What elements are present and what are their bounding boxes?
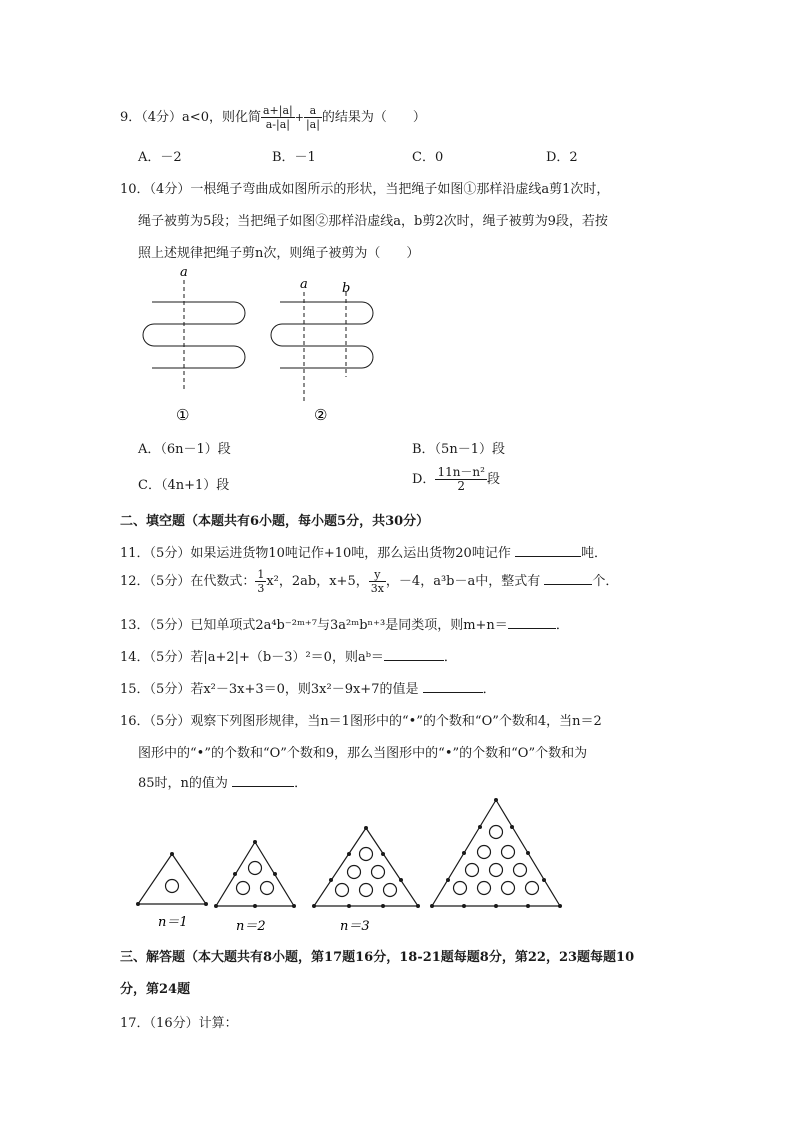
section-3-heading-line2: 分，第24题 (120, 982, 191, 997)
q16-line3: 85时，n的值为 ． (138, 776, 308, 791)
q10-line3: 照上述规律把绳子剪n次，则绳子被剪为（ ） (138, 246, 420, 261)
fig1-caption: ① (176, 406, 190, 424)
q9-fraction-1: $\frac{a+|a|}{a-|a|}$ (262, 104, 293, 131)
q9-fraction-2: $\frac{a}{|a|}$ (305, 104, 320, 131)
fig2-label-a: a (300, 277, 308, 292)
q11: 11．（5分）如果运进货物10吨记作+10吨，那么运出货物20吨记作 吨． (120, 546, 607, 561)
caption-n2: n＝2 (236, 919, 266, 934)
fig2-caption: ② (314, 406, 328, 424)
q14-answer-blank[interactable] (384, 648, 444, 661)
q10-option-c[interactable]: C．（4n+1）段 (138, 478, 230, 493)
q10-option-a[interactable]: A．（6n－1）段 (138, 442, 231, 457)
q9-option-b[interactable]: B．－1 (272, 150, 316, 165)
q12-fraction-1: $\frac{1}{3}$ (257, 568, 265, 595)
q12-fraction-2: $\frac{y}{3x}$ (370, 568, 384, 595)
section-3-heading-line1: 三、解答题（本大题共有8小题，第17题16分，18-21题每题8分，第22，23题每题10 (120, 950, 635, 965)
fig1-label-a: a (180, 265, 188, 280)
q10-option-b[interactable]: B．（5n－1）段 (412, 442, 505, 457)
q17: 17．（16分）计算： (120, 1016, 238, 1031)
q10-line1: 10．（4分）一根绳子弯曲成如图所示的形状，当把绳子如图①那样沿虚线a剪1次时， (120, 182, 610, 197)
q9-option-a[interactable]: A．－2 (138, 150, 182, 165)
q14: 14．（5分）若|a+2|+（b－3）²＝0，则aᵇ＝ ． (120, 650, 457, 665)
rope-figure-1 (140, 262, 260, 432)
triangle-pattern-figure (130, 796, 570, 936)
q13-answer-blank[interactable] (508, 616, 556, 629)
q15-answer-blank[interactable] (423, 680, 483, 693)
q10-option-d[interactable]: D． $\frac{\text{11n－n²}}{2}$ 段 (412, 465, 500, 493)
fig2-label-b: b (342, 281, 351, 296)
caption-n3: n＝3 (340, 919, 370, 934)
q16-line2: 图形中的“•”的个数和“O”个数和9，那么当图形中的“•”的个数和“O”个数和为 (138, 746, 588, 761)
rope-figure-2 (268, 262, 388, 432)
q9-option-c[interactable]: C．0 (412, 150, 444, 165)
q10-line2: 绳子被剪为5段；当把绳子如图②那样沿虚线a，b剪2次时，绳子被剪为9段，若按 (138, 214, 608, 229)
q16-answer-blank[interactable] (232, 774, 294, 787)
q12-answer-blank[interactable] (544, 572, 592, 585)
q15: 15．（5分）若x²－3x+3＝0，则3x²－9x+7的值是 ． (120, 682, 496, 697)
q11-answer-blank[interactable] (515, 544, 581, 557)
caption-n1: n＝1 (158, 915, 188, 930)
q16-line1: 16．（5分）观察下列图形规律，当n＝1图形中的“•”的个数和“O”个数和4，当n＝2 (120, 714, 602, 729)
section-2-heading: 二、填空题（本题共有6小题，每小题5分，共30分） (120, 514, 430, 529)
q12: 12．（5分）在代数式： $\frac{1}{3}$ x²，2ab，x+5， $\frac{y}{3x}$ ，－4，a³b－a中，整式有 个． (120, 568, 619, 595)
q9-stem: 9．（4分）a<0，则化简 $\frac{a+|a|}{a-|a|}$ + $\frac{a}{|a|}$ 的结果为（ ） (120, 104, 426, 131)
q9-option-d[interactable]: D．2 (546, 150, 578, 165)
q13: 13．（5分）已知单项式2a⁴b⁻²ᵐ⁺⁷与3a²ᵐbⁿ⁺³是同类项，则m+n＝ ． (120, 618, 569, 633)
